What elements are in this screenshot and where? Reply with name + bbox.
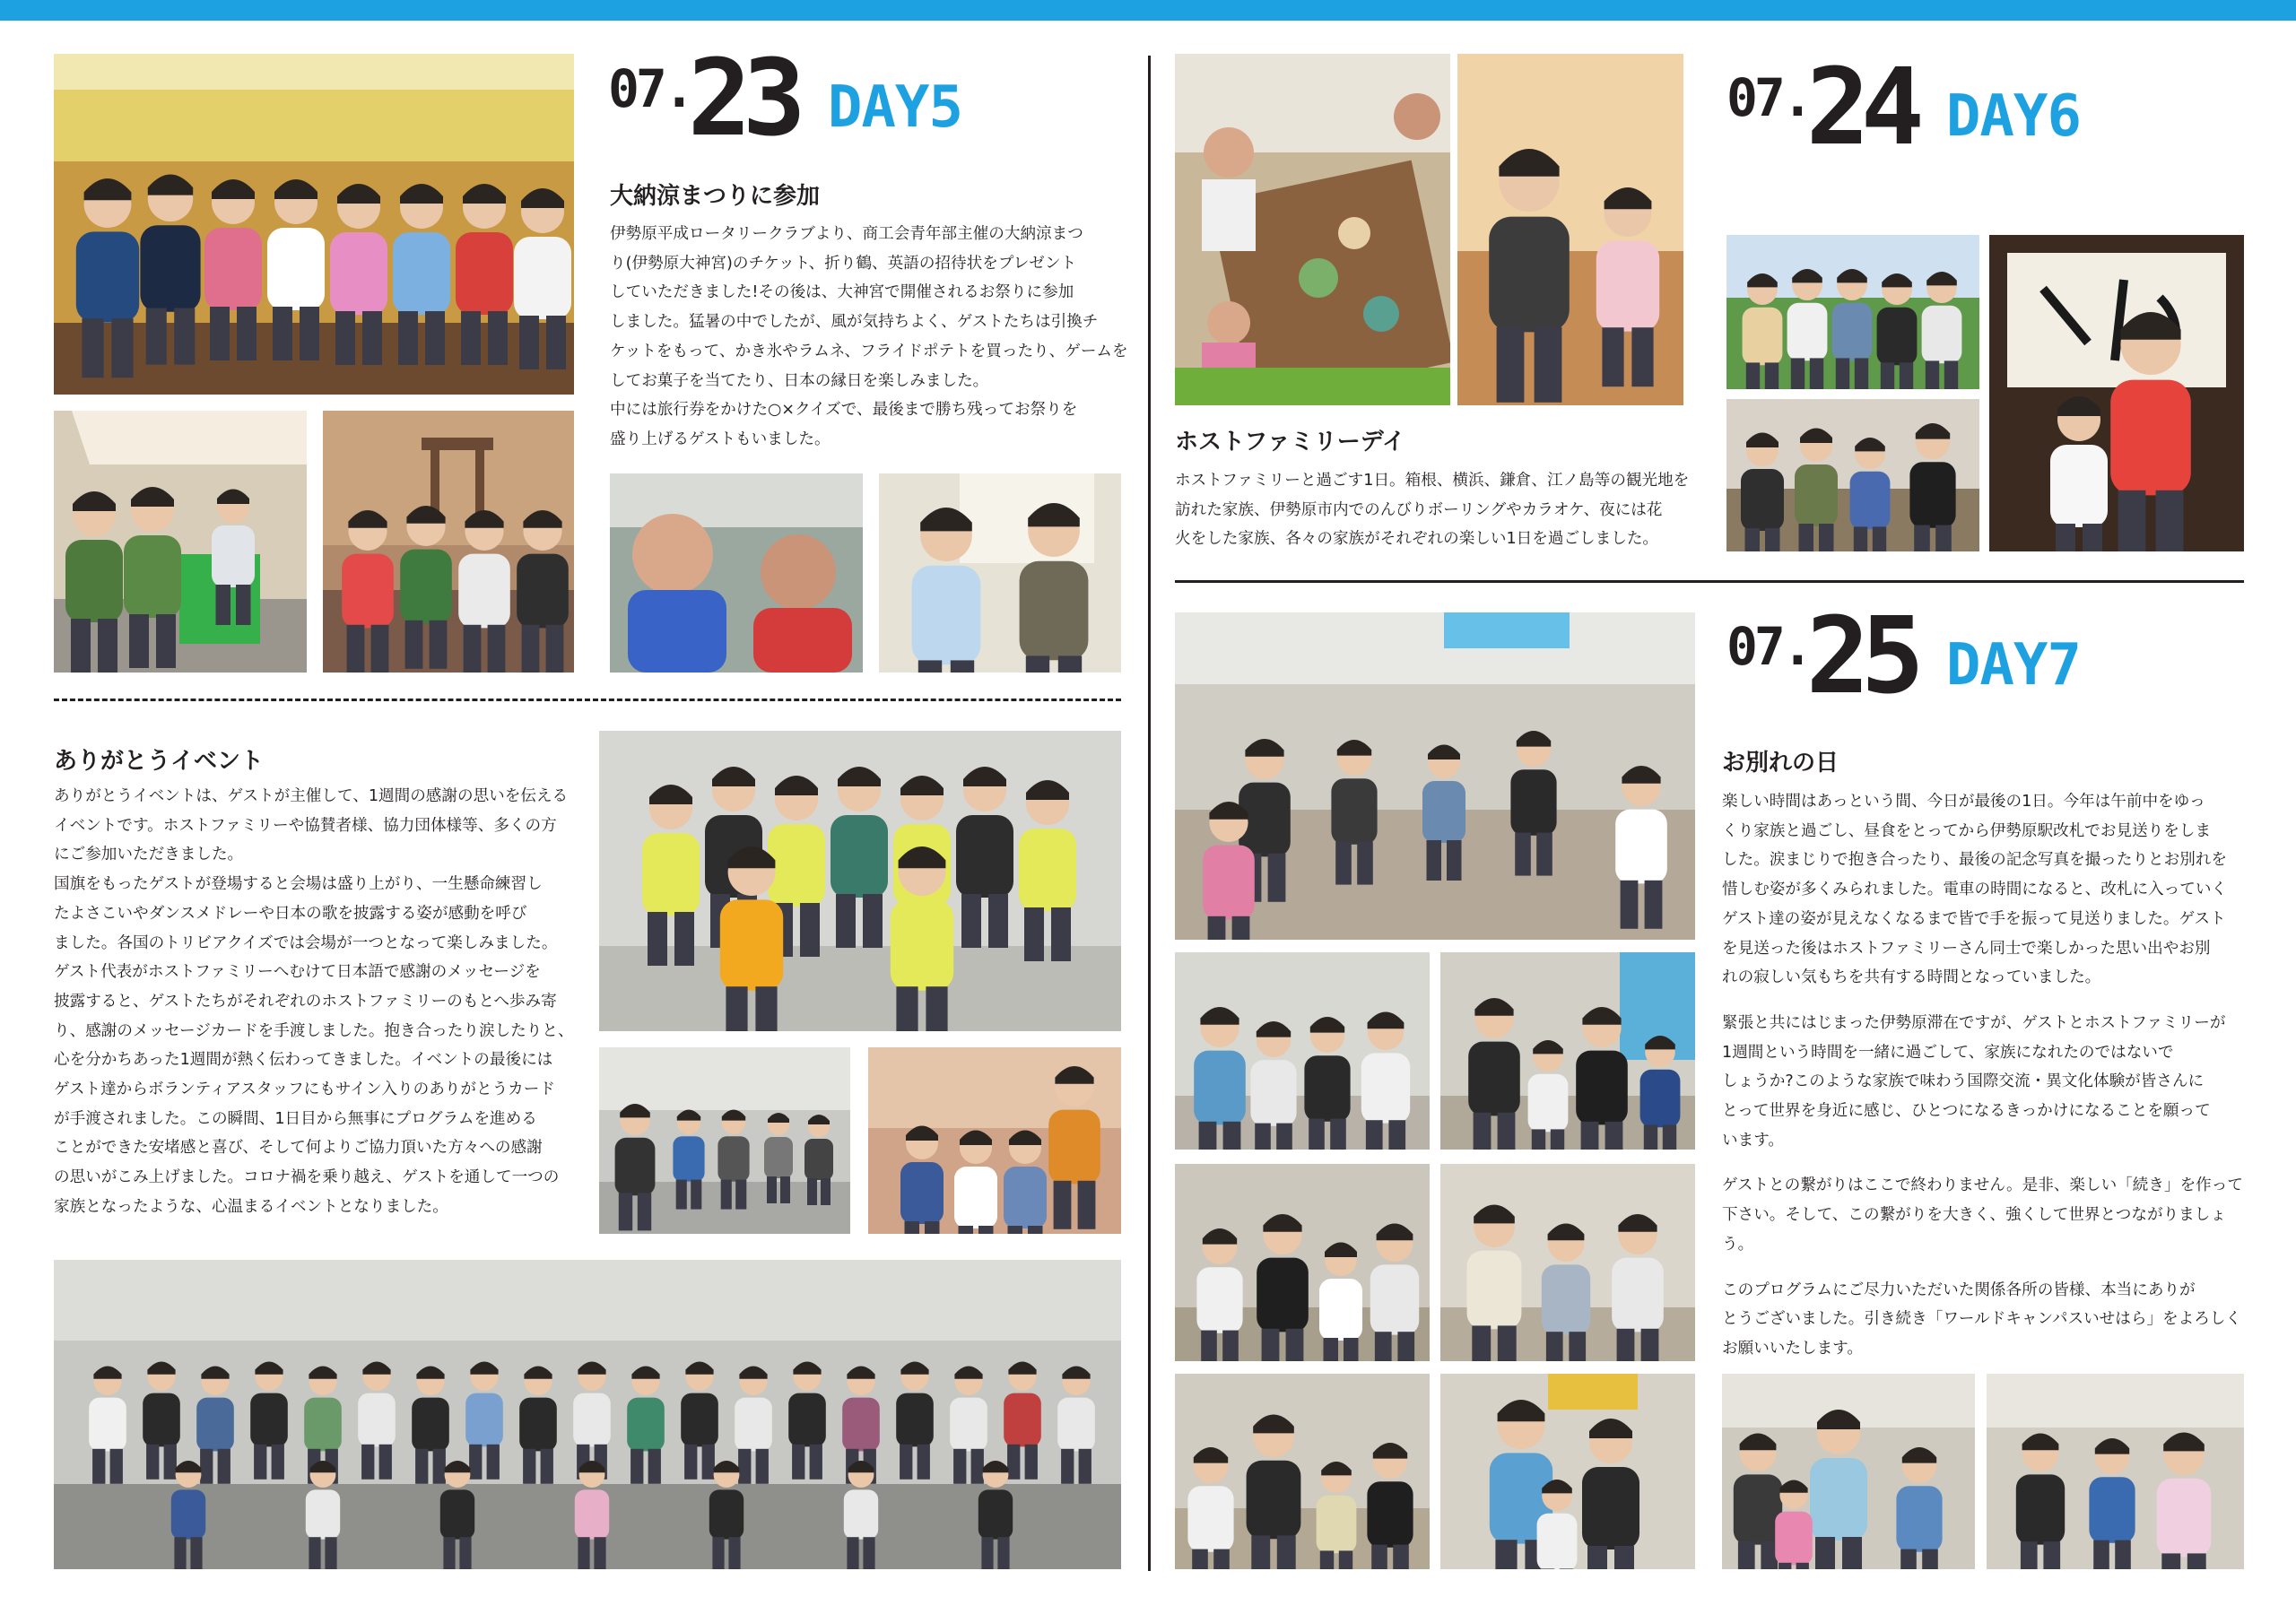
- date-heading-day7: [1726, 594, 2081, 717]
- center-divider: [1148, 56, 1151, 1571]
- day-label: DAY7: [1945, 632, 2081, 699]
- section-body-festival: [610, 220, 1130, 455]
- date-month: 07.: [608, 58, 691, 119]
- text-line: お願いいたします。: [1722, 1339, 1863, 1358]
- text-line: イベントです。ホストファミリーや協賛者様、協力団体様等、多くの方: [54, 816, 557, 835]
- text-line: 国旗をもったゲストが登場すると会場は盛り上がり、一生懸命練習し: [54, 875, 543, 894]
- day-label: DAY5: [827, 74, 962, 141]
- text-line: 披露すると、ゲストたちがそれぞれのホストファミリーのもとへ歩み寄: [54, 992, 557, 1011]
- date-day: 24: [1805, 45, 1916, 169]
- text-line: 心を分かちあった1週間が熱く伝わってきました。イベントの最後には: [54, 1051, 553, 1070]
- photo-day6-eating-snacks: [1457, 54, 1683, 405]
- photo-day7-farewell-4: [1987, 1374, 2244, 1569]
- photo-thanks-group: [54, 1260, 1121, 1569]
- paragraph: [1722, 1009, 2244, 1156]
- text-line: ホストファミリーと過ごす1日。箱根、横浜、鎌倉、江ノ島等の観光地を: [1175, 472, 1690, 490]
- photo-day7-family-3: [1175, 1164, 1430, 1361]
- text-line: り、感謝のメッセージカードを手渡しました。抱き合ったり涙したりと、: [54, 1021, 574, 1040]
- photo-thanks-dance: [599, 731, 1121, 1031]
- photo-thanks-hall-wide: [599, 1047, 850, 1234]
- text-line: とうございました。引き続き「ワールドキャンパスいせはら」をよろしく: [1722, 1310, 2242, 1329]
- text-line: しました。猛暑の中でしたが、風が気持ちよく、ゲストたちは引換チ: [610, 313, 1099, 332]
- paragraph: [1722, 1276, 2244, 1364]
- photo-day5-quiz-stage: [323, 411, 574, 673]
- text-line: の思いがこみ上げました。コロナ禍を乗り越え、ゲストを通して一つの: [54, 1168, 560, 1187]
- section-body-farewell: [1722, 787, 2244, 1364]
- photo-day7-farewell-3: [1722, 1374, 1975, 1569]
- text-line: 中には旅行券をかけた○×クイズで、最後まで勝ち残ってお祭りを: [610, 401, 1078, 420]
- text-line: しょうか?このような家族で味わう国際交流・異文化体験が皆さんに: [1722, 1072, 2205, 1091]
- text-line: していただきました!その後は、大神宮で開催されるお祭りに参加: [610, 283, 1074, 302]
- text-line: ました。各国のトリビアクイズでは会場が一つとなって楽しみました。: [54, 933, 558, 952]
- text-line: ことができた安堵感と喜び、そして何よりご協力頂いた方々への感謝: [54, 1139, 543, 1158]
- text-line: した。涙まじりで抱き合ったり、最後の記念写真を撮ったりとお別れを: [1722, 851, 2228, 870]
- text-line: くり家族と過ごし、昼食をとってから伊勢原駅改札でお見送りをしま: [1722, 821, 2212, 840]
- section-heading-festival: 大納涼まつりに参加: [610, 183, 821, 210]
- paragraph: [1722, 787, 2244, 993]
- text-line: を見送った後はホストファミリーさん同士で楽しかった思い出やお別: [1722, 939, 2211, 958]
- section-heading-thanks-event: ありがとうイベント: [54, 748, 265, 775]
- text-line: 緊張と共にはじまった伊勢原滞在ですが、ゲストとホストファミリーが: [1722, 1013, 2226, 1032]
- photo-day6-family-sofa: [1726, 399, 1979, 551]
- text-line: が手渡されました。この瞬間、1日目から無事にプログラムを進める: [54, 1109, 537, 1128]
- text-line: ゲスト達の姿が見えなくなるまで皆で手を振って見送りました。ゲスト: [1722, 909, 2226, 928]
- text-line: にご参加いただきました。: [54, 846, 244, 864]
- text-line: 1週間という時間を一緒に過ごして、家族になれたのではないで: [1722, 1043, 2174, 1062]
- text-line: ありがとうイベントは、ゲストが主催して、1週間の感謝の思いを伝える: [54, 787, 569, 805]
- text-line: 盛り上げるゲストもいました。: [610, 430, 831, 448]
- top-accent-bar: [0, 0, 2296, 21]
- text-line: ゲストとの繋がりはここで終わりません。是非、楽しい「続き」を作って: [1722, 1176, 2243, 1195]
- text-line: 火をした家族、各々の家族がそれぞれの楽しい1日を過ごしました。: [1175, 530, 1659, 549]
- text-line: います。: [1722, 1131, 1784, 1150]
- text-line: 家族となったような、心温まるイベントとなりました。: [54, 1197, 448, 1216]
- date-day: 25: [1805, 594, 1916, 717]
- photo-day5-selfie: [610, 473, 863, 673]
- section-body-host-family-day: [1175, 466, 1713, 554]
- text-line: 下さい。そして、この繋がりを大きく、強くして世界とつながりましょう。: [1722, 1206, 2226, 1254]
- photo-day5-shaved-ice: [879, 473, 1121, 673]
- text-line: ゲスト達からボランティアスタッフにもサイン入りのありがとうカード: [54, 1081, 555, 1099]
- photo-day6-dinner-table: [1175, 54, 1450, 405]
- photo-day6-hiking: [1726, 235, 1979, 389]
- photo-day7-farewell-2: [1440, 1374, 1695, 1569]
- photo-day7-family-4: [1440, 1164, 1695, 1361]
- text-line: れの寂しい気もちを共有する時間となっていました。: [1722, 968, 2101, 987]
- text-line: ゲスト代表がホストファミリーへむけて日本語で感謝のメッセージを: [54, 963, 541, 982]
- photo-day7-farewell-1: [1175, 1374, 1430, 1569]
- section-divider: [54, 699, 1121, 701]
- text-line: り(伊勢原大神宮)のチケット、折り鶴、英語の招待状をプレゼント: [610, 254, 1077, 273]
- text-line: とって世界を身近に感じ、ひとつになるきっかけになることを願って: [1722, 1102, 2211, 1121]
- section-body-thanks-event: [54, 782, 581, 1222]
- day-label: DAY6: [1945, 83, 2081, 150]
- date-month: 07.: [1726, 616, 1810, 677]
- paragraph: [1722, 1171, 2244, 1259]
- photo-day7-family-2: [1440, 952, 1695, 1150]
- section-divider-day7: [1175, 580, 2244, 583]
- text-line: 惜しむ姿が多くみられました。電車の時間になると、改札に入っていく: [1722, 881, 2228, 899]
- date-heading-day5: [608, 36, 962, 160]
- text-line: 訪れた家族、伊勢原市内でのんびりボーリングやカラオケ、夜には花: [1175, 500, 1663, 519]
- text-line: ケットをもって、かき氷やラムネ、フライドポテトを買ったり、ゲームを: [610, 342, 1128, 360]
- text-line: 楽しい時間はあっという間、今日が最後の1日。今年は午前中をゆっ: [1722, 793, 2205, 811]
- photo-day7-station-gate: [1175, 612, 1695, 940]
- photo-day5-group-yukata: [54, 54, 574, 395]
- photo-day6-calligraphy: [1989, 235, 2244, 551]
- section-heading-farewell: お別れの日: [1722, 750, 1839, 777]
- photo-day5-stall: [54, 411, 307, 673]
- text-line: 伊勢原平成ロータリークラブより、商工会青年部主催の大納涼まつ: [610, 225, 1083, 243]
- text-line: このプログラムにご尽力いただいた関係各所の皆様、本当にありが: [1722, 1280, 2196, 1299]
- section-heading-host-family-day: ホストファミリーデイ: [1175, 429, 1405, 456]
- text-line: たよさこいやダンスメドレーや日本の歌を披露する姿が感動を呼び: [54, 904, 527, 923]
- date-heading-day6: [1726, 45, 2081, 169]
- photo-day7-family-1: [1175, 952, 1430, 1150]
- date-month: 07.: [1726, 67, 1810, 128]
- text-line: してお菓子を当てたり、日本の縁日を楽しみました。: [610, 371, 989, 390]
- photo-thanks-heart-pose: [868, 1047, 1121, 1234]
- date-day: 23: [687, 36, 797, 160]
